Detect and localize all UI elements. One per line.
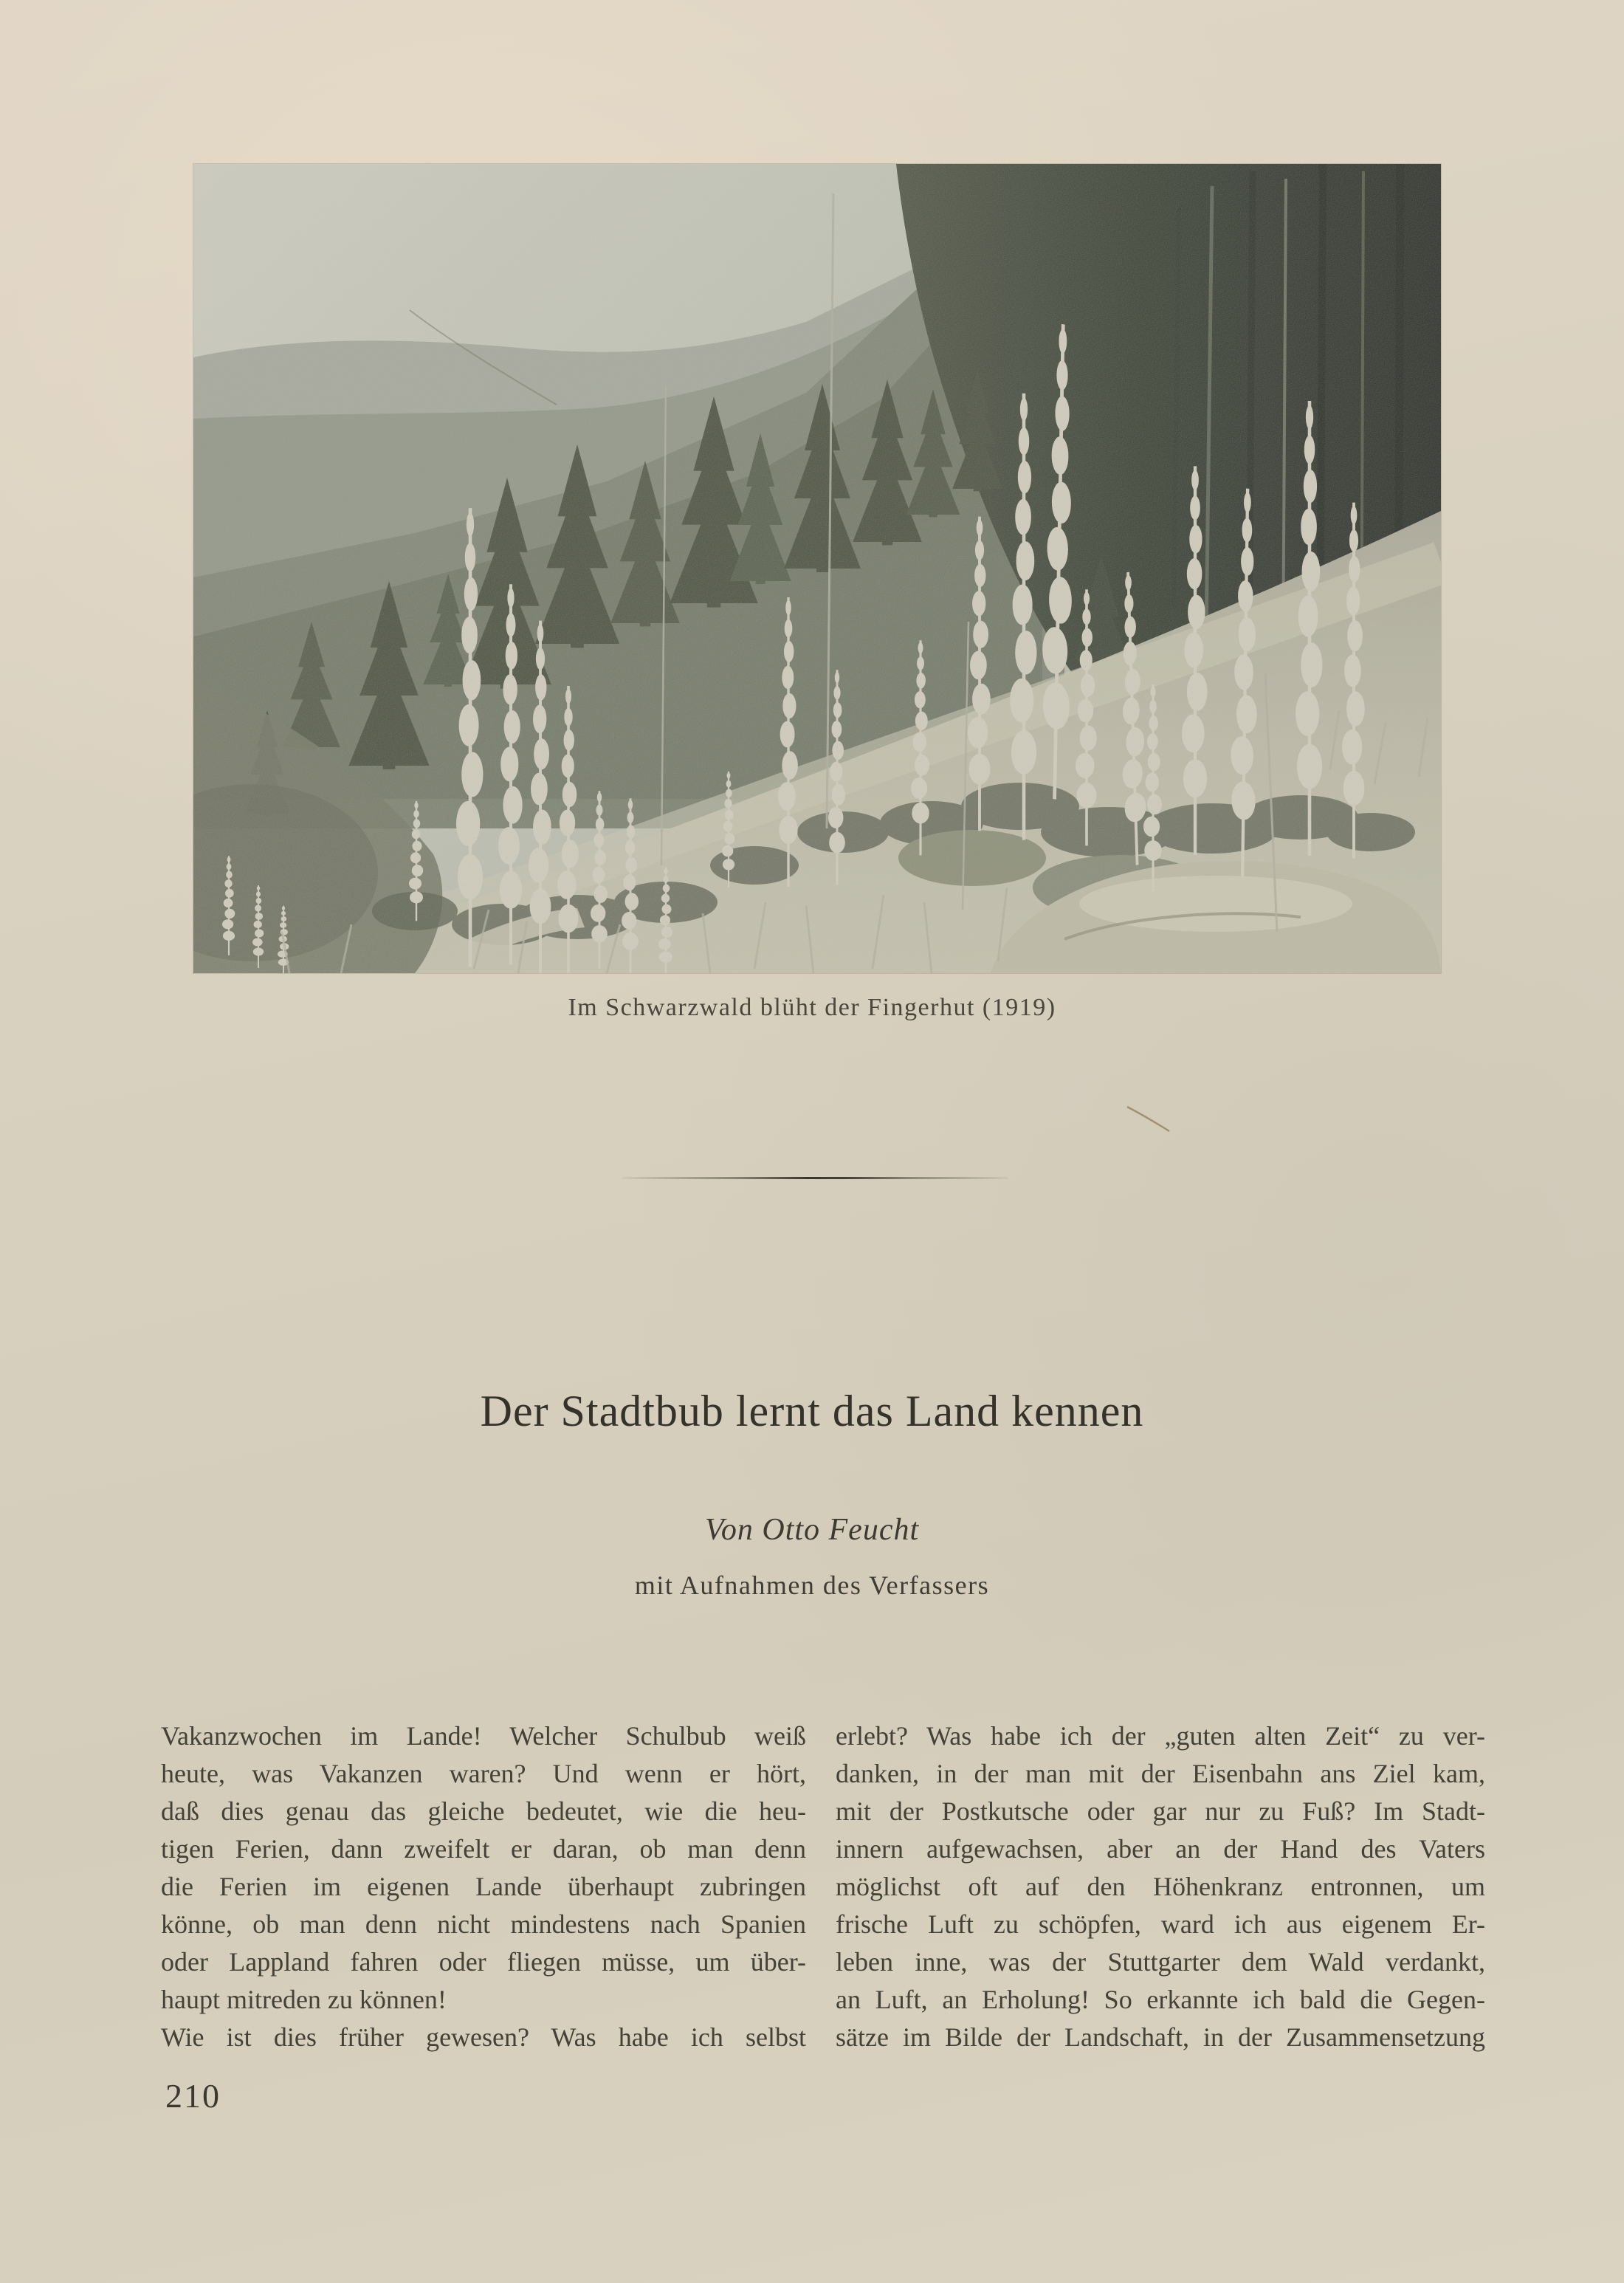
text-line: Vakanzwochen im Lande! Welcher Schulbub weiß — [161, 1721, 806, 1751]
text-line: heute, was Vakanzen waren? Und wenn er hört, — [161, 1759, 806, 1788]
text-line: mit der Postkutsche oder gar nur zu Fuß? Im Stadt- — [836, 1796, 1485, 1826]
article-byline: Von Otto Feucht — [704, 1513, 920, 1547]
text-line: Wie ist dies früher gewesen? Was habe ich selbst — [161, 2022, 806, 2052]
text-line: daß dies genau das gleiche bedeutet, wie die heu- — [161, 1796, 806, 1826]
text-line: sätze im Bilde der Landschaft, in der Zusammensetzung — [836, 2022, 1485, 2052]
photo-grain-overlay — [193, 164, 1441, 973]
left-column — [161, 1717, 806, 2056]
text-line: möglichst oft auf den Höhenkranz entronnen, um — [836, 1872, 1485, 1901]
text-line: die Ferien im eigenen Lande überhaupt zubringen — [161, 1872, 806, 1901]
article-title: Der Stadtbub lernt das Land kennen — [480, 1387, 1144, 1435]
text-line: leben inne, was der Stuttgarter dem Wald verdankt, — [836, 1947, 1485, 1977]
text-line: danken, in der man mit der Eisenbahn ans Ziel kam, — [836, 1759, 1485, 1788]
separator-rule — [622, 1177, 1008, 1179]
page-number: 210 — [165, 2077, 221, 2115]
text-line: haupt mitreden zu können! — [161, 1985, 447, 2014]
text-line: erlebt? Was habe ich der „guten alten Zeit“ zu ver- — [836, 1721, 1485, 1751]
text-line: tigen Ferien, dann zweifelt er daran, ob man denn — [161, 1834, 806, 1864]
photo-illustration — [193, 164, 1441, 973]
text-line: an Luft, an Erholung! So erkannte ich bald die Gegen- — [836, 1985, 1485, 2014]
article-byline-note: mit Aufnahmen des Verfassers — [634, 1570, 990, 1600]
scratch-mark — [1125, 1105, 1172, 1134]
text-line: oder Lappland fahren oder fliegen müsse, um über- — [161, 1947, 806, 1977]
right-column — [836, 1717, 1485, 2056]
photo-caption: Im Schwarzwald blüht der Fingerhut (1919) — [568, 994, 1056, 1021]
text-line: frische Luft zu schöpfen, ward ich aus eigenem Er- — [836, 1909, 1485, 1939]
photograph-schwarzwald — [193, 164, 1441, 973]
text-line: innern aufgewachsen, aber an der Hand des Vaters — [836, 1834, 1485, 1864]
body-text — [161, 1717, 1485, 2056]
text-line: könne, ob man denn nicht mindestens nach Spanien — [161, 1909, 806, 1939]
